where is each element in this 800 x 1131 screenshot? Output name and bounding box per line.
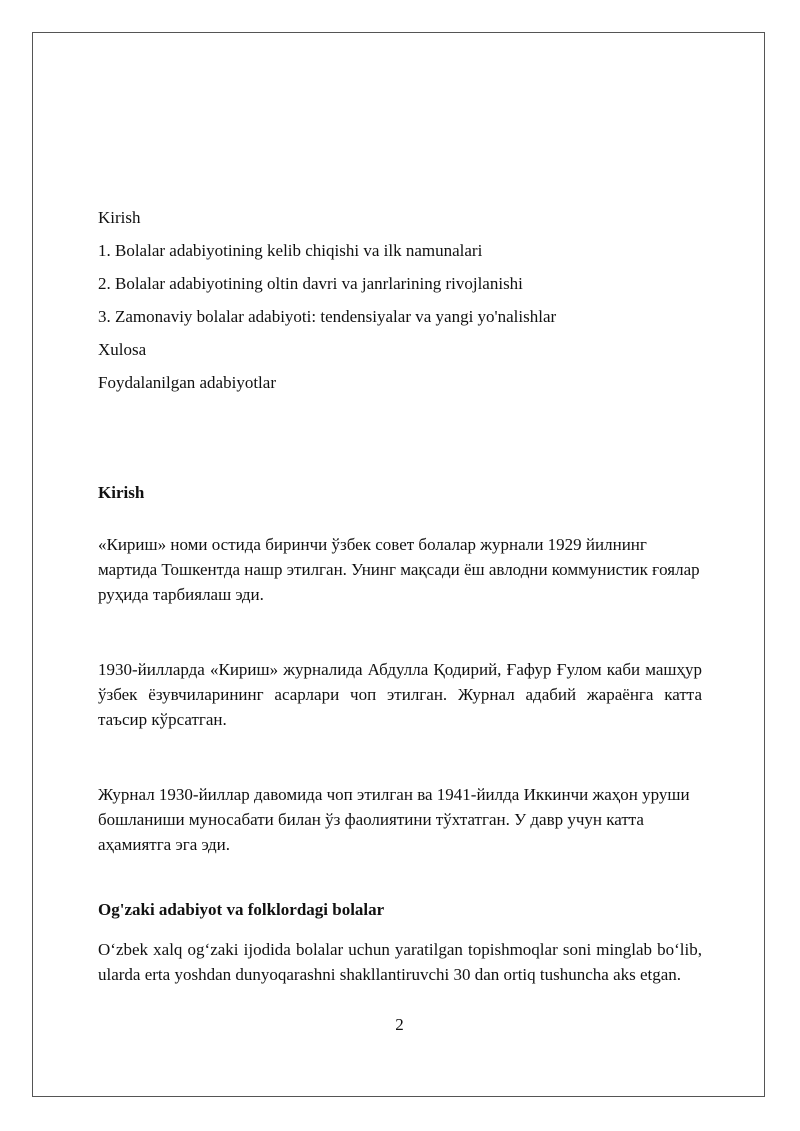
intro-paragraph-1: «Кириш» номи остида биринчи ўзбек совет болалар журнали 1929 йилнинг мартида Тошкентда нашр этилган. Унинг мақсади ёш авлодни коммунистик ғоялар руҳида тарбиялаш эди. [98, 535, 700, 604]
page-number: 2 [395, 1015, 404, 1034]
toc-item-chapter-3: 3. Zamonaviy bolalar adabiyoti: tendensiyalar va yangi yo'nalishlar [98, 307, 557, 326]
intro-paragraph-2: 1930-йилларда «Кириш» журналида Абдулла Қодирий, Ғафур Ғулом каби машҳур ўзбек ёзувчиларининг асарлари чоп этилган. Журнал адабий жараёнга катта таъсир кўрсатган. [98, 660, 702, 729]
section-paragraph: O‘zbek xalq og‘zaki ijodida bolalar uchun yaratilgan topishmoqlar soni minglab bo‘lib, ularda erta yoshdan dunyoqarashni shakllantiruvchi 30 dan ortiq tushuncha aks etgan. [98, 940, 702, 984]
section-heading: Og'zaki adabiyot va folklordagi bolalar [98, 900, 385, 919]
page-content [98, 201, 702, 987]
document-page [32, 32, 765, 1097]
toc-item-conclusion: Xulosa [98, 340, 147, 359]
toc-item-chapter-2: 2. Bolalar adabiyotining oltin davri va janrlarining rivojlanishi [98, 274, 523, 293]
table-of-contents [98, 201, 702, 399]
toc-item-introduction: Kirish [98, 208, 141, 227]
toc-item-chapter-1: 1. Bolalar adabiyotining kelib chiqishi va ilk namunalari [98, 241, 483, 260]
intro-paragraph-3: Журнал 1930-йиллар давомида чоп этилган ва 1941-йилда Иккинчи жаҳон уруши бошланиши муносабати билан ўз фаолиятини тўхтатган. У давр учун катта аҳамиятга эга эди. [98, 785, 690, 854]
toc-item-references: Foydalanilgan adabiyotlar [98, 373, 276, 392]
intro-heading: Kirish [98, 483, 145, 502]
